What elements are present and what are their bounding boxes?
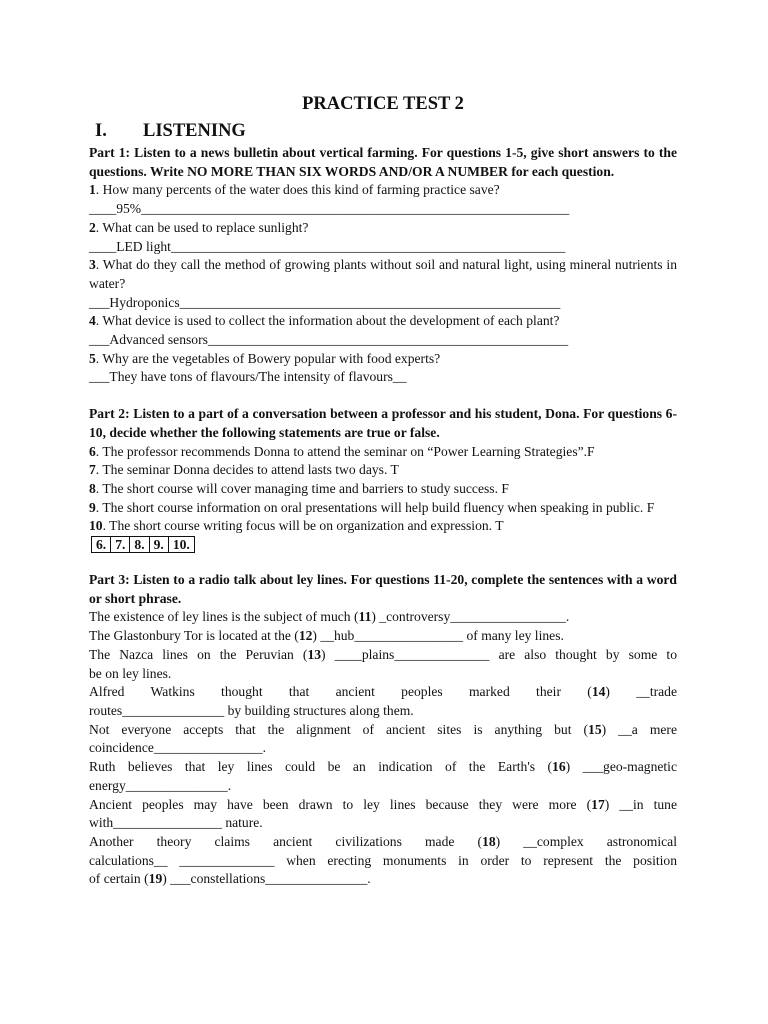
statement-6 xyxy=(89,443,677,462)
sentence-text: The existence of ley lines is the subject of much ( xyxy=(89,609,359,625)
question-text: . What do they call the method of growing plants without soil and natural light, using mineral nutrients in water? xyxy=(89,257,677,291)
question-number: 1 xyxy=(89,182,96,198)
statement-number: 8 xyxy=(89,480,96,496)
part3-heading: Part 3: Listen to a radio talk about ley lines. For questions 11-20, complete the sentences with a word or short phrase. xyxy=(89,572,677,606)
document-page xyxy=(89,92,677,889)
question-4 xyxy=(89,312,677,331)
statement-text: . The short course writing focus will be on organization and expression. T xyxy=(102,518,504,534)
question-text: . Why are the vegetables of Bowery popular with food experts? xyxy=(95,350,441,366)
spacer xyxy=(89,387,677,405)
statement-10 xyxy=(89,517,677,536)
question-number: 5 xyxy=(89,350,96,366)
sentence-answer: ) __trade xyxy=(605,684,678,700)
question-number: 2 xyxy=(89,219,96,235)
sentence-12 xyxy=(89,627,677,646)
sentence-answer: ) _controversy_________________. xyxy=(371,609,570,625)
sentence-15-continued: coincidence________________. xyxy=(89,740,267,756)
answer-1: ____95%_______________________________________________________________ xyxy=(89,201,570,217)
sentence-number: 15 xyxy=(588,721,602,737)
section-heading xyxy=(95,118,677,144)
answer-table xyxy=(91,536,195,553)
answer-5: ___They have tons of flavours/The intensity of flavours__ xyxy=(89,369,407,385)
statement-text: . The professor recommends Donna to attend the seminar on “Power Learning Strategies”.F xyxy=(95,443,595,459)
sentence-number: 13 xyxy=(307,646,322,662)
statement-8 xyxy=(89,480,677,499)
question-text: . What can be used to replace sunlight? xyxy=(95,219,309,235)
statement-7 xyxy=(89,461,677,480)
sentence-15 xyxy=(89,721,677,740)
question-text: . How many percents of the water does this kind of farming practice save? xyxy=(95,182,500,198)
answer-cell[interactable]: 8. xyxy=(130,537,149,553)
sentence-text: of certain ( xyxy=(89,871,149,887)
question-text: . What device is used to collect the information about the development of each plant? xyxy=(95,313,560,329)
sentence-text: The Nazca lines on the Peruvian ( xyxy=(89,646,308,662)
statement-text: . The short course will cover managing time and barriers to study success. F xyxy=(95,480,509,496)
sentence-11 xyxy=(89,608,677,627)
section-name: LISTENING xyxy=(143,121,246,141)
question-2 xyxy=(89,219,677,238)
statement-text: . The short course information on oral presentations will help build fluency when speaking in public. F xyxy=(95,499,655,515)
page-title: PRACTICE TEST 2 xyxy=(302,94,464,114)
answer-4: ___Advanced sensors_____________________________________________________ xyxy=(89,332,569,348)
section-number: I. xyxy=(95,121,107,141)
sentence-16 xyxy=(89,758,677,777)
question-3 xyxy=(89,256,677,293)
answer-3: ___Hydroponics________________________________________________________ xyxy=(89,294,561,310)
sentence-17-continued: with________________ nature. xyxy=(89,815,263,831)
statement-number: 6 xyxy=(89,443,96,459)
sentence-14 xyxy=(89,683,677,702)
statement-text: . The seminar Donna decides to attend lasts two days. T xyxy=(95,462,399,478)
sentence-text: Alfred Watkins thought that ancient peoples marked their ( xyxy=(89,684,592,700)
question-5 xyxy=(89,350,677,369)
sentence-13-continued: be on ley lines. xyxy=(89,665,172,681)
sentence-17 xyxy=(89,796,677,815)
sentence-answer: ) __a mere xyxy=(601,721,677,737)
sentence-answer: ) ____plains______________ are also thought by some to xyxy=(321,646,677,662)
sentence-answer: ) __complex astronomical xyxy=(495,833,677,849)
sentence-text: Not everyone accepts that the alignment of ancient sites is anything but ( xyxy=(89,721,589,737)
sentence-text: The Glastonbury Tor is located at the ( xyxy=(89,628,299,644)
sentence-number: 19 xyxy=(148,871,163,887)
question-number: 4 xyxy=(89,313,96,329)
sentence-13 xyxy=(89,646,677,665)
sentence-18 xyxy=(89,833,677,852)
sentence-text: Ancient peoples may have been drawn to ley lines because they were more ( xyxy=(89,796,592,812)
sentence-18-continued: calculations__ ______________ when erecting monuments in order to represent the position xyxy=(89,852,677,868)
sentence-answer: ) __in tune xyxy=(604,796,677,812)
spacer xyxy=(89,553,677,571)
sentence-number: 11 xyxy=(358,609,372,625)
sentence-number: 18 xyxy=(482,833,496,849)
answer-cell[interactable]: 9. xyxy=(149,537,168,553)
statement-number: 9 xyxy=(89,499,96,515)
table-row xyxy=(92,537,195,553)
question-number: 3 xyxy=(89,257,96,273)
sentence-text: Another theory claims ancient civilizations made ( xyxy=(89,833,483,849)
statement-9 xyxy=(89,499,677,518)
answer-2: ____LED light__________________________________________________________ xyxy=(89,238,566,254)
answer-cell[interactable]: 7. xyxy=(111,537,130,553)
sentence-number: 12 xyxy=(298,628,313,644)
answer-cell[interactable]: 6. xyxy=(92,537,111,553)
part2-heading: Part 2: Listen to a part of a conversation between a professor and his student, Dona. For questions 6-10, decide whether the following statements are true or false. xyxy=(89,406,677,440)
sentence-number: 17 xyxy=(591,796,605,812)
sentence-text: Ruth believes that ley lines could be an indication of the Earth's ( xyxy=(89,759,553,775)
part1-heading: Part 1: Listen to a news bulletin about vertical farming. For questions 1-5, give short answers to the questions. Write NO MORE THAN SIX WORDS AND/OR A NUMBER for each question. xyxy=(89,145,677,179)
sentence-14-continued: routes_______________ by building structures along them. xyxy=(89,702,414,718)
answer-cell[interactable]: 10. xyxy=(168,537,194,553)
sentence-number: 14 xyxy=(591,684,606,700)
statement-number: 10 xyxy=(89,518,103,534)
question-1 xyxy=(89,181,677,200)
sentence-number: 16 xyxy=(552,759,566,775)
sentence-answer: ) ___constellations_______________. xyxy=(162,871,371,887)
sentence-19 xyxy=(89,870,677,889)
sentence-answer: ) ___geo-magnetic xyxy=(565,759,677,775)
sentence-16-continued: energy_______________. xyxy=(89,777,232,793)
sentence-answer: ) __hub________________ of many ley lines. xyxy=(312,628,564,644)
statement-number: 7 xyxy=(89,462,96,478)
